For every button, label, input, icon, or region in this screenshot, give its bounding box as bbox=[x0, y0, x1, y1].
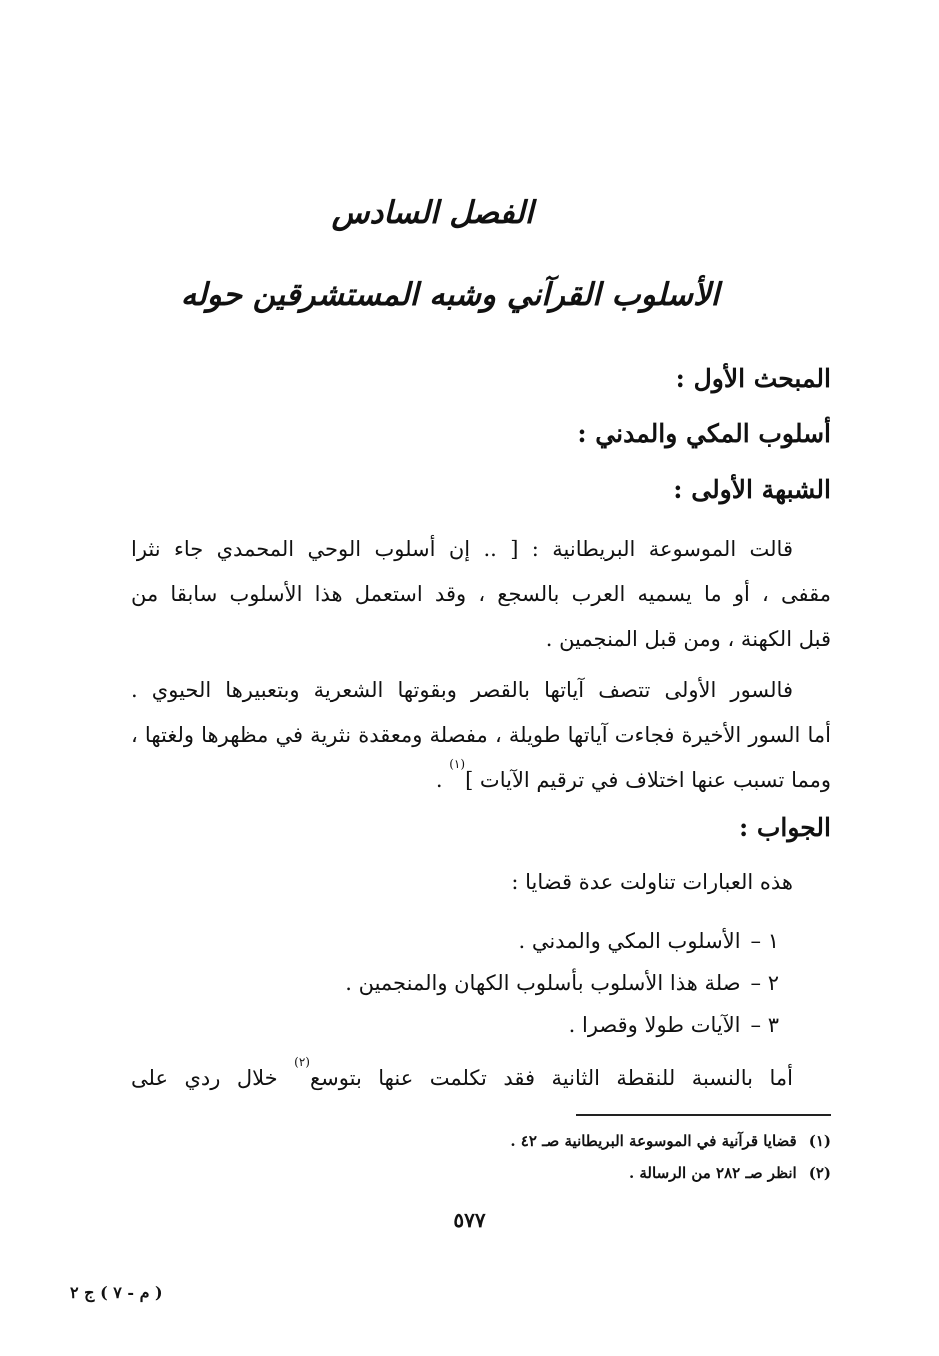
paragraph-text: أما بالنسبة للنقطة الثانية فقد تكلمت عنها بتوسع bbox=[309, 1066, 793, 1090]
list-number: ١ – bbox=[750, 929, 779, 953]
footnote-marker: (١) bbox=[449, 757, 466, 771]
footnote-number: (٢) bbox=[808, 1164, 831, 1182]
paragraph-line: فالسور الأولى تتصف آياتها بالقصر وبقوتها الشعرية وبتعبيرها الحيوي . bbox=[131, 678, 793, 702]
print-signature: ( م - ٧ ) ج ٢ bbox=[70, 1283, 163, 1302]
paragraph-line: مقفى ، أو ما يسميه العرب بالسجع ، وقد استعمل هذا الأسلوب سابقا من bbox=[131, 582, 831, 606]
paragraph-line bbox=[131, 1056, 831, 1101]
doubt-heading: الشبهة الأولى : bbox=[673, 475, 831, 504]
footnote-text: قضايا قرآنية في الموسوعة البريطانية صـ ٤٢ . bbox=[510, 1132, 797, 1150]
footnotes bbox=[131, 1125, 831, 1189]
suras-paragraph bbox=[131, 668, 831, 803]
paragraph-text: ومما تسبب عنها اختلاف في ترقيم الآيات ] bbox=[465, 768, 831, 792]
list-text: الأسلوب المكي والمدني . bbox=[518, 929, 741, 953]
chapter-title: الفصل السادس bbox=[331, 195, 534, 231]
footnote-divider bbox=[576, 1114, 831, 1116]
footnote bbox=[131, 1125, 831, 1157]
paragraph-text: خلال ردي على bbox=[131, 1066, 295, 1090]
list-number: ٣ – bbox=[750, 1013, 779, 1037]
paragraph-line: قبل الكهنة ، ومن قبل المنجمين . bbox=[545, 627, 831, 651]
footnote-marker: (٢) bbox=[294, 1055, 310, 1069]
closing-paragraph bbox=[131, 1056, 831, 1101]
page-number: ٥٧٧ bbox=[453, 1208, 486, 1232]
list-number: ٢ – bbox=[750, 971, 779, 995]
list-item bbox=[179, 1004, 779, 1046]
paragraph-line: أما السور الأخيرة فجاءت آياتها طويلة ، مفصلة ومعقدة نثرية في مظهرها ولغتها ، bbox=[131, 723, 831, 747]
list-item bbox=[179, 920, 779, 962]
answer-intro: هذه العبارات تناولت عدة قضايا : bbox=[511, 870, 793, 894]
footnote-text: انظر صـ ٢٨٢ من الرسالة . bbox=[628, 1164, 797, 1182]
topic-heading: أسلوب المكي والمدني : bbox=[577, 419, 831, 448]
footnote-number: (١) bbox=[808, 1132, 831, 1150]
issues-list bbox=[179, 920, 779, 1046]
paragraph-line: قالت الموسوعة البريطانية : [ .. إن أسلوب الوحي المحمدي جاء نثرا bbox=[131, 537, 793, 561]
list-text: الآيات طولا وقصرا . bbox=[568, 1013, 741, 1037]
chapter-subtitle: الأسلوب القرآني وشبه المستشرقين حوله bbox=[180, 277, 720, 313]
paragraph-text: . bbox=[435, 768, 450, 792]
list-item bbox=[179, 962, 779, 1004]
paragraph-line bbox=[131, 758, 831, 803]
list-text: صلة هذا الأسلوب بأسلوب الكهان والمنجمين . bbox=[345, 971, 741, 995]
answer-intro-paragraph bbox=[131, 860, 831, 905]
section-heading: المبحث الأول : bbox=[675, 364, 831, 393]
quote-paragraph bbox=[131, 527, 831, 662]
footnote bbox=[131, 1157, 831, 1189]
answer-heading: الجواب : bbox=[738, 813, 831, 842]
